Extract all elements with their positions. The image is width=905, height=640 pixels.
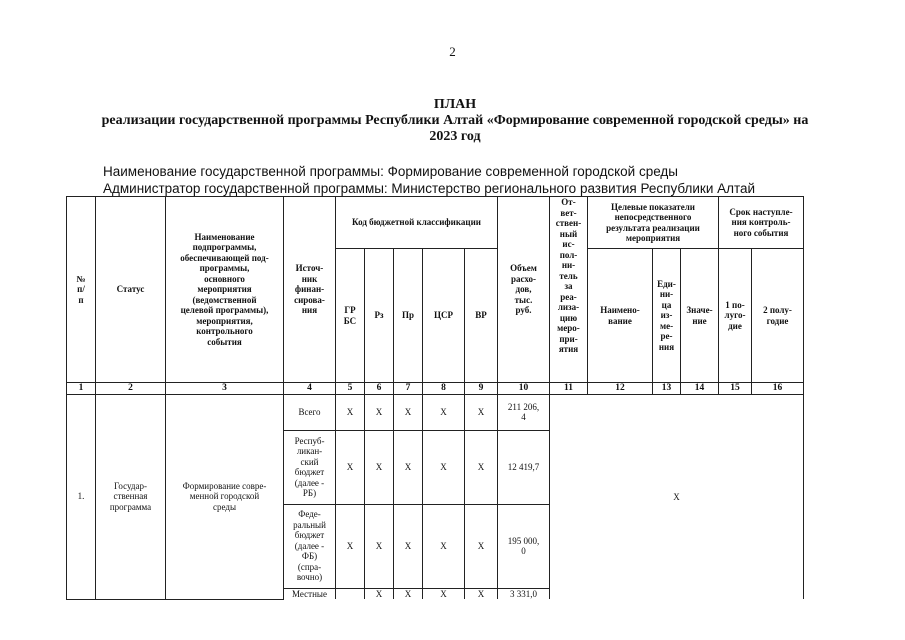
row-num: 1. <box>67 394 96 599</box>
merged-x-cell: X <box>550 394 804 599</box>
volume-cell: 12 419,7 <box>498 430 550 504</box>
rz-cell: X <box>365 430 394 504</box>
csr-cell: X <box>423 430 465 504</box>
plan-table <box>66 196 804 600</box>
header-responsible: От- вет- ствен- ный ис- пол- ни- тель за реа- лиза- цию меро- при- ятия <box>550 197 588 383</box>
column-number: 8 <box>423 383 465 395</box>
column-number: 9 <box>465 383 498 395</box>
header-pr: Пр <box>394 249 423 383</box>
program-name: Наименование государственной программы: Формирование современной городской среды <box>103 164 679 179</box>
header-target-unit: Еди- ни- ца из- ме- ре- ния <box>653 249 681 383</box>
title-line-1: ПЛАН <box>433 97 477 112</box>
table-row <box>67 394 804 430</box>
column-number: 12 <box>588 383 653 395</box>
volume-cell: 211 206, 4 <box>498 394 550 430</box>
vr-cell: X <box>465 588 498 599</box>
rz-cell: X <box>365 504 394 588</box>
column-number-row <box>67 383 804 395</box>
vr-cell: X <box>465 394 498 430</box>
title-line-3: 2023 год <box>429 129 481 144</box>
document-title <box>60 97 850 145</box>
header-half2: 2 полу- годие <box>752 249 804 383</box>
title-line-2: реализации государственной программы Республики Алтай «Формирование современной городской среды» на <box>101 113 809 128</box>
vr-cell: X <box>465 504 498 588</box>
row-name: Формирование совре- менной городской среды <box>166 394 284 599</box>
source-cell: Местные <box>284 588 336 599</box>
header-volume: Объем расхо- дов, тыс. руб. <box>498 197 550 383</box>
column-number: 6 <box>365 383 394 395</box>
csr-cell: X <box>423 504 465 588</box>
rz-cell: X <box>365 394 394 430</box>
header-rz: Рз <box>365 249 394 383</box>
header-csr: ЦСР <box>423 249 465 383</box>
header-target-name: Наимено- вание <box>588 249 653 383</box>
row-status: Государ- ственная программа <box>96 394 166 599</box>
page-number: 2 <box>449 44 456 59</box>
pr-cell: X <box>394 430 423 504</box>
source-cell: Феде- ральный бюджет (далее - ФБ) (спра- вочно) <box>284 504 336 588</box>
column-number: 14 <box>681 383 719 395</box>
volume-cell: 3 331,0 <box>498 588 550 599</box>
column-number: 7 <box>394 383 423 395</box>
column-number: 13 <box>653 383 681 395</box>
header-deadline: Срок наступле- ния контроль- ного события <box>719 197 804 249</box>
column-number: 4 <box>284 383 336 395</box>
rz-cell: X <box>365 588 394 599</box>
column-number: 15 <box>719 383 752 395</box>
header-source: Источ- ник финан- сирова- ния <box>284 197 336 383</box>
column-number: 2 <box>96 383 166 395</box>
header-status: Статус <box>96 197 166 383</box>
header-num: № п/ п <box>67 197 96 383</box>
csr-cell: X <box>423 588 465 599</box>
header-name: Наименование подпрограммы, обеспечивающей под- программы, основного мероприятия (ведомственной целевой программы), мероприятия, контрольного события <box>166 197 284 383</box>
header-half1: 1 по- луго- дие <box>719 249 752 383</box>
header-vr: ВР <box>465 249 498 383</box>
header-target-value: Значе- ние <box>681 249 719 383</box>
column-number: 10 <box>498 383 550 395</box>
pr-cell: X <box>394 588 423 599</box>
pr-cell: X <box>394 504 423 588</box>
grbs-cell: X <box>336 430 365 504</box>
volume-cell: 195 000, 0 <box>498 504 550 588</box>
column-number: 1 <box>67 383 96 395</box>
header-targets: Целевые показатели непосредственного результата реализации мероприятия <box>588 197 719 249</box>
grbs-cell <box>336 588 365 599</box>
header-grbs: ГР БС <box>336 249 365 383</box>
pr-cell: X <box>394 394 423 430</box>
column-number: 16 <box>752 383 804 395</box>
column-number: 11 <box>550 383 588 395</box>
source-cell: Респуб- ликан- ский бюджет (далее - РБ) <box>284 430 336 504</box>
program-administrator: Администратор государственной программы: Министерство регионального развития Республики Алтай <box>103 181 756 196</box>
grbs-cell: X <box>336 394 365 430</box>
column-number: 3 <box>166 383 284 395</box>
header-budget-code: Код бюджетной классификации <box>336 197 498 249</box>
csr-cell: X <box>423 394 465 430</box>
vr-cell: X <box>465 430 498 504</box>
source-cell: Всего <box>284 394 336 430</box>
grbs-cell: X <box>336 504 365 588</box>
column-number: 5 <box>336 383 365 395</box>
